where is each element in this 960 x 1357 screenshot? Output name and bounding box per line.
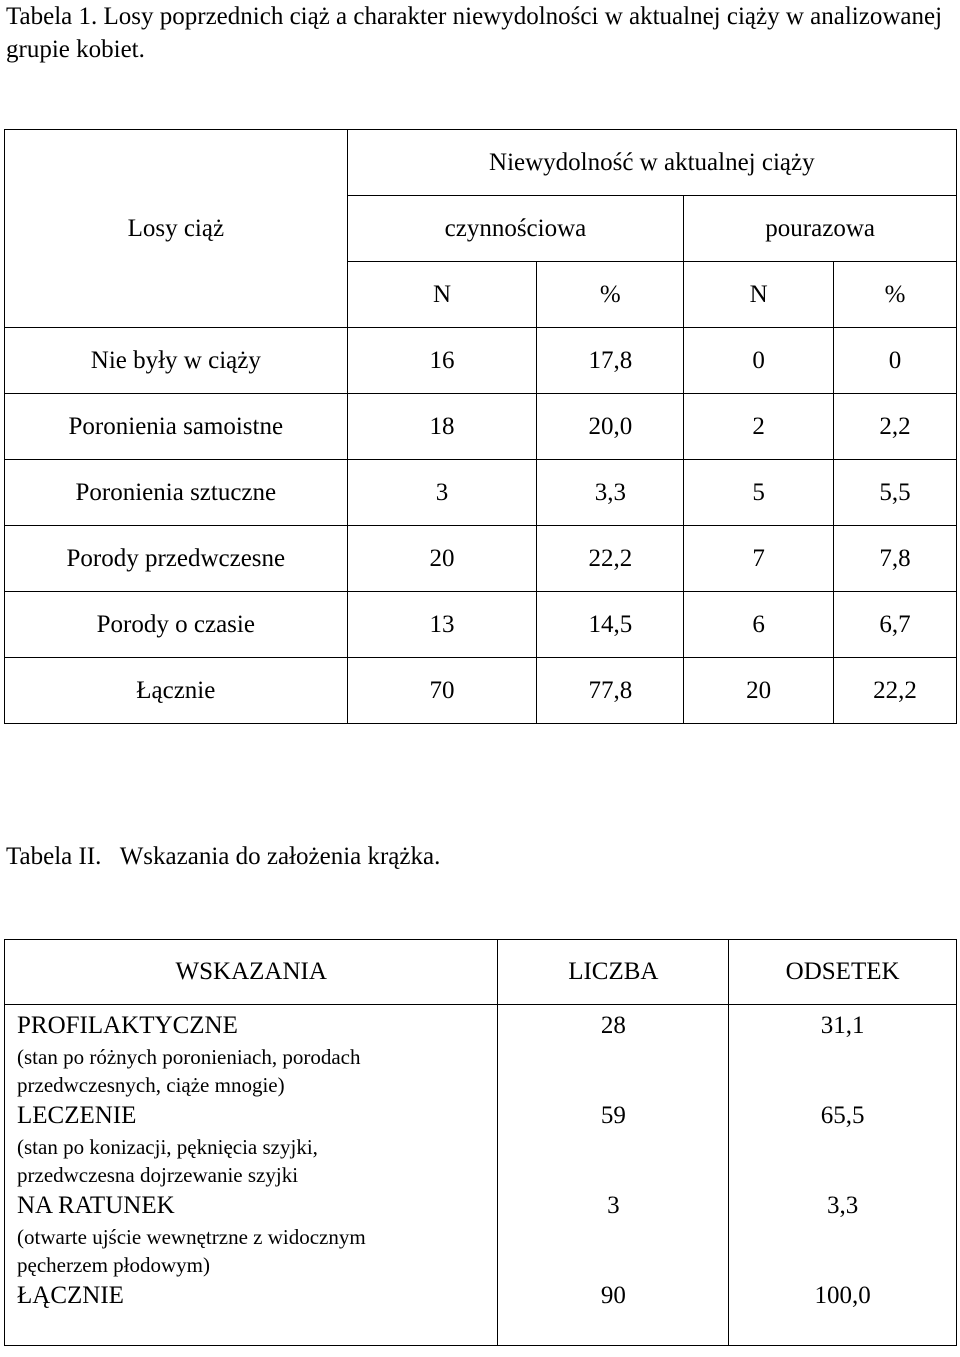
table-cell: 5,5 — [834, 460, 957, 526]
count-cell — [498, 1099, 729, 1189]
count-value: 3 — [607, 1192, 620, 1219]
column-header: N — [347, 262, 537, 328]
row-header: Losy ciąż — [127, 214, 225, 242]
percent-value: 65,5 — [820, 1102, 865, 1129]
indication-detail: przedwczesnych, ciąże mnogie) — [17, 1073, 285, 1097]
row-label: Nie były w ciąży — [5, 328, 348, 394]
column-header: WSKAZANIA — [5, 940, 498, 1005]
table-cell: 7 — [684, 526, 834, 592]
subgroup-header: pourazowa — [684, 196, 957, 262]
table-cell: 16 — [347, 328, 537, 394]
table2 — [4, 939, 957, 1346]
indication-label: NA RATUNEK — [17, 1192, 175, 1219]
indication-label: PROFILAKTYCZNE — [17, 1012, 238, 1039]
table-row — [5, 1005, 957, 1100]
column-header: LICZBA — [498, 940, 729, 1005]
table-row — [5, 394, 957, 460]
total-label-cell — [5, 1279, 498, 1346]
table-cell: 2 — [684, 394, 834, 460]
table-cell: 20 — [684, 658, 834, 724]
count-cell — [498, 1005, 729, 1100]
row-label: Poronienia samoistne — [5, 394, 348, 460]
table-cell: 6,7 — [834, 592, 957, 658]
table-cell: 0 — [684, 328, 834, 394]
table-cell: 18 — [347, 394, 537, 460]
table-row — [5, 1099, 957, 1189]
row-label: Porody przedwczesne — [5, 526, 348, 592]
count-cell — [498, 1189, 729, 1279]
count-value: 59 — [600, 1102, 626, 1129]
table-cell: 2,2 — [834, 394, 957, 460]
table-cell: 70 — [347, 658, 537, 724]
table1 — [4, 129, 957, 724]
table-row-total — [5, 658, 957, 724]
column-header: N — [684, 262, 834, 328]
count-value: 28 — [600, 1012, 626, 1039]
row-header-cell — [5, 130, 348, 328]
group-header: Niewydolność w aktualnej ciąży — [489, 148, 815, 176]
indication-cell — [5, 1099, 498, 1189]
indication-label: LECZENIE — [17, 1102, 137, 1129]
table-cell: 5 — [684, 460, 834, 526]
table-cell: 17,8 — [537, 328, 684, 394]
indication-detail: przedwczesna dojrzewanie szyjki — [17, 1163, 299, 1187]
indication-cell — [5, 1005, 498, 1100]
table-cell: 0 — [834, 328, 957, 394]
table-cell: 7,8 — [834, 526, 957, 592]
total-percent-cell — [729, 1279, 957, 1346]
table-row — [5, 328, 957, 394]
table-row — [5, 526, 957, 592]
table-cell: 3,3 — [537, 460, 684, 526]
percent-value: 31,1 — [820, 1012, 865, 1039]
total-percent: 100,0 — [814, 1282, 871, 1309]
percent-cell — [729, 1005, 957, 1100]
table2-caption: Tabela II. Wskazania do założenia krążka. — [6, 843, 441, 870]
table-row — [5, 460, 957, 526]
table-cell: 6 — [684, 592, 834, 658]
indication-detail: (otwarte ujście wewnętrzne z widocznym — [17, 1225, 366, 1249]
table-cell: 20,0 — [537, 394, 684, 460]
table1-caption: Tabela 1. Losy poprzednich ciąż a charakter niewydolności w aktualnej ciąży w analizowanej grupie kobiet. — [6, 3, 943, 63]
table-cell: 13 — [347, 592, 537, 658]
table-row — [5, 1189, 957, 1279]
indication-detail: (stan po konizacji, pęknięcia szyjki, — [17, 1135, 318, 1159]
percent-value: 3,3 — [826, 1192, 859, 1219]
table-cell: 14,5 — [537, 592, 684, 658]
group-header-cell — [347, 130, 956, 196]
subgroup-header: czynnościowa — [347, 196, 684, 262]
percent-cell — [729, 1099, 957, 1189]
row-label: Poronienia sztuczne — [5, 460, 348, 526]
column-header: ODSETEK — [729, 940, 957, 1005]
row-label: Porody o czasie — [5, 592, 348, 658]
table-cell: 20 — [347, 526, 537, 592]
table-cell: 3 — [347, 460, 537, 526]
table-cell: 22,2 — [537, 526, 684, 592]
table-row-total — [5, 1279, 957, 1346]
table-cell: 22,2 — [834, 658, 957, 724]
column-header: % — [537, 262, 684, 328]
indication-cell — [5, 1189, 498, 1279]
indication-detail: pęcherzem płodowym) — [17, 1253, 211, 1277]
total-count-cell — [498, 1279, 729, 1346]
total-label: ŁĄCZNIE — [17, 1282, 124, 1309]
percent-cell — [729, 1189, 957, 1279]
total-count: 90 — [600, 1282, 626, 1309]
table-cell: 77,8 — [537, 658, 684, 724]
column-header: % — [834, 262, 957, 328]
indication-detail: (stan po różnych poronieniach, porodach — [17, 1045, 361, 1069]
table-row — [5, 592, 957, 658]
row-label: Łącznie — [5, 658, 348, 724]
